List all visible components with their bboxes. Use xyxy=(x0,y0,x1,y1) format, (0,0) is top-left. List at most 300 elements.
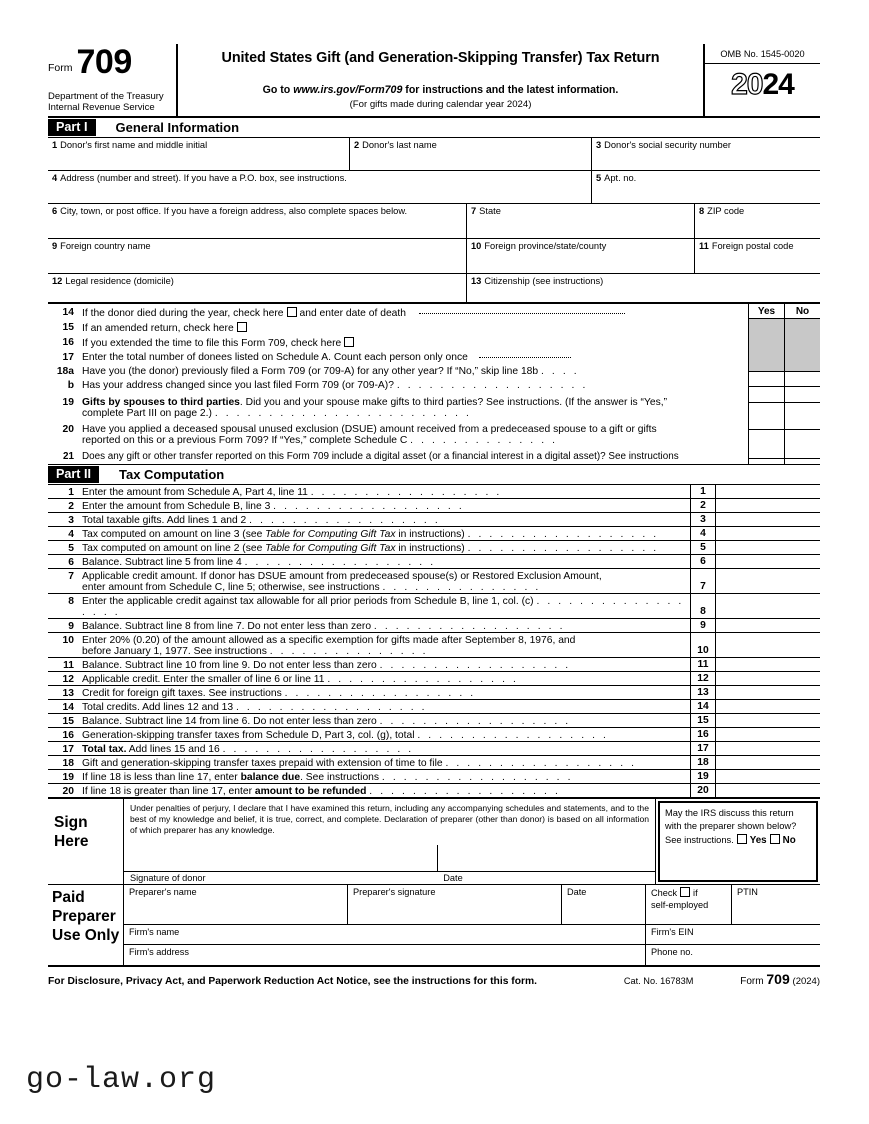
tax-line-17-amount-input[interactable] xyxy=(716,742,820,755)
penalties-declaration: Under penalties of perjury, I declare that I have examined this return, including any accompanying schedules and statements, and to the best of my knowledge and belief, it is true, correct, and complete. Declaration of preparer (other than donor) is based on all information of which preparer has any knowledge. xyxy=(130,802,649,836)
form-subtitle: (For gifts made during calendar year 2024) xyxy=(349,99,532,110)
footer-form-num: 709 xyxy=(766,970,790,987)
tax-line-row-9 xyxy=(48,618,820,632)
checkbox-self-employed[interactable] xyxy=(680,887,690,897)
checkbox-irs-discuss-no[interactable] xyxy=(770,834,780,844)
goto-prefix: Go to xyxy=(262,84,294,96)
tax-line-12-box-number: 12 xyxy=(690,672,716,685)
field-city[interactable] xyxy=(48,204,467,238)
question-17-text xyxy=(82,352,748,363)
field-3-label: Donor's social security number xyxy=(604,139,731,150)
question-16-text-a: If you extended the time to file this Form 709, check here xyxy=(82,337,342,349)
no-cell-19[interactable] xyxy=(785,403,820,429)
questions-block xyxy=(48,302,820,464)
tax-line-5-text: Tax computed on amount on line 2 (see Table for Computing Gift Tax in instructions) . . . . . . . . . . . . . . . . . . xyxy=(82,542,659,554)
field-8-number: 8 xyxy=(699,205,705,216)
field-6-number: 6 xyxy=(52,205,58,216)
irs-discuss-line-2: with the preparer shown below? xyxy=(665,820,797,831)
yes-cell-18b[interactable] xyxy=(749,387,785,402)
question-row-21 xyxy=(48,446,748,464)
question-19-bold-lead: Gifts by spouses to third parties xyxy=(82,396,240,408)
footer-form-number xyxy=(740,971,820,987)
signature-area[interactable] xyxy=(124,837,655,871)
tax-line-16-number: 16 xyxy=(62,729,74,741)
tax-line-2-box-number: 2 xyxy=(690,499,716,512)
shaded-cell-no xyxy=(785,319,820,371)
part-1-name: General Information xyxy=(115,119,240,135)
question-14-text-a: If the donor died during the year, check here xyxy=(82,307,284,319)
tax-line-11-number: 11 xyxy=(63,659,74,671)
question-18b-number: b xyxy=(67,379,74,391)
tax-line-10-box-number: 10 xyxy=(690,633,716,657)
field-preparer-date[interactable] xyxy=(562,885,646,924)
part-2-name: Tax Computation xyxy=(119,466,225,482)
tax-line-19-text: If line 18 is less than line 17, enter balance due. See instructions . . . . . . . . . . . . . . . . . . xyxy=(82,771,574,783)
department-block xyxy=(48,91,176,114)
yes-no-header xyxy=(749,304,820,319)
tax-line-3-number: 3 xyxy=(68,514,74,526)
tax-line-15-number: 15 xyxy=(62,715,74,727)
no-cell-21[interactable] xyxy=(785,459,820,464)
tax-line-17-box-number: 17 xyxy=(690,742,716,755)
tax-line-6-box-number: 6 xyxy=(690,555,716,568)
tax-line-15-amount-input[interactable] xyxy=(716,714,820,727)
field-state[interactable] xyxy=(467,204,695,238)
omb-number: OMB No. 1545-0020 xyxy=(705,44,820,64)
leader-dots-18b: . . . . . . . . . . . . . . . . . . xyxy=(396,379,588,391)
preparer-label-line-3: Use Only xyxy=(52,926,120,944)
residence-citizenship-row xyxy=(48,274,820,302)
tax-line-6-amount-input[interactable] xyxy=(716,555,820,568)
tax-line-3-amount-input[interactable] xyxy=(716,513,820,526)
irs-discuss-line-3 xyxy=(665,834,811,848)
field-9-number: 9 xyxy=(52,240,58,251)
question-row-18a xyxy=(48,363,748,377)
tax-line-4-amount-input[interactable] xyxy=(716,527,820,540)
check-self-employed-post: if xyxy=(693,887,698,898)
question-15-text-a: If an amended return, check here xyxy=(82,322,234,334)
field-9-label: Foreign country name xyxy=(60,240,151,251)
tax-line-14-amount-input[interactable] xyxy=(716,700,820,713)
tax-line-row-6 xyxy=(48,554,820,568)
tax-line-row-1 xyxy=(48,485,820,498)
tax-line-row-11 xyxy=(48,657,820,671)
tax-line-9-number: 9 xyxy=(68,620,74,632)
field-foreign-country[interactable] xyxy=(48,239,467,273)
field-7-label: State xyxy=(479,205,501,216)
question-16-number: 16 xyxy=(62,336,74,348)
question-row-14 xyxy=(48,304,748,319)
tax-line-18-box-number: 18 xyxy=(690,756,716,769)
question-15-number: 15 xyxy=(62,321,74,333)
field-self-employed[interactable] xyxy=(646,885,732,924)
form-number: 709 xyxy=(76,43,132,81)
tax-line-20-box-number: 20 xyxy=(690,784,716,797)
preparer-name-label: Preparer's name xyxy=(129,886,197,897)
question-18b-text-a: Has your address changed since you last filed Form 709 (or 709-A)? xyxy=(82,379,394,391)
field-12-number: 12 xyxy=(52,275,63,286)
tax-line-13-amount-input[interactable] xyxy=(716,686,820,699)
irs-discuss-no-label: No xyxy=(782,835,796,847)
preparer-row-2 xyxy=(124,925,820,945)
tax-line-14-box-number: 14 xyxy=(690,700,716,713)
tax-line-5-amount-input[interactable] xyxy=(716,541,820,554)
tax-line-row-3 xyxy=(48,512,820,526)
watermark: go-law.org xyxy=(26,1063,217,1097)
paid-preparer-block xyxy=(48,885,820,967)
signature-date-label: Date xyxy=(443,872,463,883)
field-2-number: 2 xyxy=(354,139,360,150)
tax-line-11-box-number: 11 xyxy=(690,658,716,671)
tax-line-row-10 xyxy=(48,632,820,657)
question-row-18b xyxy=(48,377,748,393)
signature-of-donor-label: Signature of donor xyxy=(130,872,206,883)
question-21-text: Does any gift or other transfer reported on this Form 709 include a digital asset (or a financial interest in a digital asset)? See instructions xyxy=(82,450,679,462)
sign-middle-block xyxy=(124,799,656,884)
field-2-label: Donor's last name xyxy=(362,139,437,150)
tax-line-3-box-number: 3 xyxy=(690,513,716,526)
field-donor-ssn[interactable] xyxy=(592,138,820,170)
tax-line-row-19 xyxy=(48,769,820,783)
paid-preparer-label xyxy=(48,885,124,965)
field-13-label: Citizenship (see instructions) xyxy=(484,275,604,286)
part-2-header xyxy=(48,464,820,485)
form-label: Form xyxy=(48,61,73,74)
question-18a-text-a: Have you (the donor) previously filed a Form 709 (or 709-A) for any other year? If “No,” skip line 18b xyxy=(82,365,539,377)
tax-line-8-text: Enter the applicable credit against tax allowable for all prior periods from Schedule B, line 1, col. (c) . . . . . . . . . . . . . . . . . . xyxy=(82,595,684,618)
yes-no-row-18b xyxy=(749,387,820,403)
form-footer xyxy=(48,967,820,987)
field-apt-no[interactable] xyxy=(592,171,820,203)
yes-no-column xyxy=(748,304,820,464)
disclosure-notice: For Disclosure, Privacy Act, and Paperwork Reduction Act Notice, see the instructions for this form. xyxy=(48,975,538,987)
firm-name-label: Firm's name xyxy=(129,926,180,937)
field-firm-address[interactable] xyxy=(124,945,646,965)
footer-form-year: (2024) xyxy=(792,975,820,987)
field-5-number: 5 xyxy=(596,172,602,183)
tax-line-4-text: Tax computed on amount on line 3 (see Table for Computing Gift Tax in instructions) . . . . . . . . . . . . . . . . . . xyxy=(82,528,659,540)
tax-line-10-text: Enter 20% (0.20) of the amount allowed as a specific exemption for gifts made after September 8, 1976, and before January 1, 1977. See instructions . . . . . . . . . . . . . . . xyxy=(82,634,576,657)
yes-cell-20[interactable] xyxy=(749,430,785,458)
field-legal-residence[interactable] xyxy=(48,274,467,302)
shaded-cell-yes xyxy=(749,319,785,371)
preparer-fields xyxy=(124,885,820,965)
irs-discuss-yes-label: Yes xyxy=(749,835,767,847)
question-18a-text xyxy=(82,366,748,377)
tax-line-9-box-number: 9 xyxy=(690,619,716,632)
tax-line-row-2 xyxy=(48,498,820,512)
tax-line-17-number: 17 xyxy=(62,743,74,755)
check-self-employed-pre: Check xyxy=(651,887,678,898)
tax-line-row-18 xyxy=(48,755,820,769)
yes-cell-18a[interactable] xyxy=(749,372,785,386)
tax-line-4-box-number: 4 xyxy=(690,527,716,540)
field-10-label: Foreign province/state/county xyxy=(484,240,607,251)
yes-header-label: Yes xyxy=(749,304,785,318)
tax-line-2-number: 2 xyxy=(68,500,74,512)
tax-line-15-text: Balance. Subtract line 14 from line 6. Do not enter less than zero . . . . . . . . . . . . . . . . . . xyxy=(82,715,571,727)
tax-line-row-16 xyxy=(48,727,820,741)
question-17-text-a: Enter the total number of donees listed on Schedule A. Count each person only once xyxy=(82,351,468,363)
number-of-donees-input[interactable] xyxy=(479,357,571,358)
field-preparer-signature[interactable] xyxy=(348,885,562,924)
field-1-label: Donor's first name and middle initial xyxy=(60,139,208,150)
header-right-block xyxy=(705,44,820,116)
sign-label-line-2: Here xyxy=(54,833,89,851)
preparer-signature-label: Preparer's signature xyxy=(353,886,436,897)
field-foreign-province[interactable] xyxy=(467,239,695,273)
tax-line-17-text: Total tax. Add lines 15 and 16 . . . . . . . . . . . . . . . . . . xyxy=(82,743,414,755)
field-citizenship[interactable] xyxy=(467,274,820,302)
form-header xyxy=(48,44,820,118)
tax-line-row-8 xyxy=(48,593,820,618)
tax-line-20-number: 20 xyxy=(62,785,74,797)
question-18a-number: 18a xyxy=(56,365,74,377)
field-4-number: 4 xyxy=(52,172,58,183)
question-21-number: 21 xyxy=(63,450,74,462)
tax-line-7-text: Applicable credit amount. If donor has DSUE amount from predeceased spouse(s) or Restored Exclusion Amount, enter amount from Schedule C, line 5; otherwise, see instructions . . . . . . . . . . . . . . . xyxy=(82,570,602,593)
question-19-text xyxy=(82,397,748,419)
question-16-text xyxy=(82,337,748,349)
tax-line-8-amount-input[interactable] xyxy=(716,594,820,618)
question-row-20 xyxy=(48,419,748,446)
question-19-text-a: . Did you and your spouse make gifts to third parties? See instructions. (If the answer is “Yes,” xyxy=(239,396,668,408)
sign-label-line-1: Sign xyxy=(54,813,88,831)
sign-here-label xyxy=(48,799,124,884)
form-709-page xyxy=(48,44,820,987)
field-firm-name[interactable] xyxy=(124,925,646,944)
goto-url[interactable]: www.irs.gov/Form709 xyxy=(293,84,403,96)
question-15-text xyxy=(82,322,748,334)
tax-line-1-box-number: 1 xyxy=(690,485,716,498)
donor-name-row xyxy=(48,138,820,171)
yes-no-shaded-block xyxy=(749,319,820,372)
tax-line-13-text: Credit for foreign gift taxes. See instructions . . . . . . . . . . . . . . . . . . xyxy=(82,687,476,699)
tax-line-18-amount-input[interactable] xyxy=(716,756,820,769)
question-17-number: 17 xyxy=(62,351,74,363)
year-suffix: 24 xyxy=(762,68,794,101)
field-5-label: Apt. no. xyxy=(604,172,637,183)
year-century: 20 xyxy=(731,68,763,101)
question-19-line-2: complete Part III on page 2.) xyxy=(82,407,212,419)
leader-dots-19: . . . . . . . . . . . . . . . . . . . . . . . . xyxy=(214,407,472,419)
address-row xyxy=(48,171,820,204)
field-12-label: Legal residence (domicile) xyxy=(65,275,174,286)
tax-line-row-14 xyxy=(48,699,820,713)
tax-line-19-box-number: 19 xyxy=(690,770,716,783)
tax-line-2-text: Enter the amount from Schedule B, line 3 . . . . . . . . . . . . . . . . . . xyxy=(82,500,465,512)
no-cell-18b[interactable] xyxy=(785,387,820,402)
tax-line-1-text: Enter the amount from Schedule A, Part 4, line 11 . . . . . . . . . . . . . . . . . . xyxy=(82,486,502,498)
field-4-label: Address (number and street). If you have a P.O. box, see instructions. xyxy=(60,172,347,183)
field-donor-last-name[interactable] xyxy=(350,138,592,170)
checkbox-extended-time[interactable] xyxy=(344,337,354,347)
tax-line-1-number: 1 xyxy=(68,486,74,498)
tax-line-row-12 xyxy=(48,671,820,685)
tax-line-3-text: Total taxable gifts. Add lines 1 and 2 . . . . . . . . . . . . . . . . . . xyxy=(82,514,441,526)
tax-year xyxy=(705,64,820,100)
part-1-tag: Part I xyxy=(48,119,96,136)
field-ptin[interactable] xyxy=(732,885,820,924)
goto-suffix: for instructions and the latest information. xyxy=(402,84,619,96)
yes-no-row-19 xyxy=(749,403,820,430)
yes-no-row-21 xyxy=(749,459,820,464)
tax-line-row-20 xyxy=(48,783,820,797)
field-firm-ein[interactable] xyxy=(646,925,820,944)
tax-line-row-5 xyxy=(48,540,820,554)
signature-date-divider xyxy=(437,845,438,871)
checkbox-irs-discuss-yes[interactable] xyxy=(737,834,747,844)
yes-no-row-18a xyxy=(749,372,820,387)
tax-line-6-text: Balance. Subtract line 5 from line 4 . . . . . . . . . . . . . . . . . . xyxy=(82,556,436,568)
catalog-number: Cat. No. 16783M xyxy=(623,975,694,986)
field-8-label: ZIP code xyxy=(707,205,745,216)
tax-line-11-amount-input[interactable] xyxy=(716,658,820,671)
irs-discuss-line-1: May the IRS discuss this return xyxy=(665,807,794,818)
preparer-row-3 xyxy=(124,945,820,965)
field-phone-no[interactable] xyxy=(646,945,820,965)
tax-line-10-number: 10 xyxy=(62,634,74,646)
tax-line-row-4 xyxy=(48,526,820,540)
tax-line-18-number: 18 xyxy=(62,757,74,769)
question-row-15 xyxy=(48,319,748,334)
tax-line-19-amount-input[interactable] xyxy=(716,770,820,783)
tax-line-20-text: If line 18 is greater than line 17, enter amount to be refunded . . . . . . . . . . . . . . . . . . xyxy=(82,785,561,797)
tax-line-2-amount-input[interactable] xyxy=(716,499,820,512)
preparer-label-line-2: Preparer xyxy=(52,907,116,925)
tax-line-12-number: 12 xyxy=(62,673,74,685)
tax-line-20-amount-input[interactable] xyxy=(716,784,820,797)
field-6-label: City, town, or post office. If you have a foreign address, also complete spaces below. xyxy=(60,205,408,216)
preparer-label-line-1: Paid xyxy=(52,888,85,906)
no-header-label: No xyxy=(795,305,810,317)
question-row-17 xyxy=(48,349,748,363)
tax-line-13-number: 13 xyxy=(62,687,74,699)
department-line-1: Department of the Treasury xyxy=(48,90,164,102)
tax-line-18-text: Gift and generation-skipping transfer taxes prepaid with extension of time to file . . . . . . . . . . . . . . . . . . xyxy=(82,757,637,769)
question-14-text-b: and enter date of death xyxy=(299,307,406,319)
tax-line-14-number: 14 xyxy=(62,701,74,713)
phone-no-label: Phone no. xyxy=(651,946,693,957)
no-cell-20[interactable] xyxy=(785,430,820,458)
tax-line-8-number: 8 xyxy=(68,595,74,607)
question-20-text xyxy=(82,424,748,446)
tax-line-15-box-number: 15 xyxy=(690,714,716,727)
field-preparer-name[interactable] xyxy=(124,885,348,924)
irs-discuss-see-instructions: See instructions. xyxy=(665,835,734,846)
tax-line-row-17 xyxy=(48,741,820,755)
part-1-header xyxy=(48,118,820,138)
part-2-tag: Part II xyxy=(48,466,99,483)
question-row-19 xyxy=(48,393,748,419)
tax-line-10-amount-input[interactable] xyxy=(716,633,820,657)
leader-dots-20: . . . . . . . . . . . . . . xyxy=(410,434,558,446)
date-of-death-input[interactable] xyxy=(419,313,625,314)
question-20-line-2: reported on this or a previous Form 709? If “Yes,” complete Schedule C xyxy=(82,434,408,446)
header-center-block xyxy=(178,44,705,116)
yes-cell-21[interactable] xyxy=(749,459,785,464)
tax-line-6-number: 6 xyxy=(68,556,74,568)
field-11-number: 11 xyxy=(699,240,709,251)
field-3-number: 3 xyxy=(596,139,602,150)
no-cell-18a[interactable] xyxy=(785,372,820,386)
tax-line-5-number: 5 xyxy=(68,542,74,554)
tax-line-16-amount-input[interactable] xyxy=(716,728,820,741)
tax-line-12-text: Applicable credit. Enter the smaller of line 6 or line 11 . . . . . . . . . . . . . . . . . . xyxy=(82,673,519,685)
tax-line-7-amount-input[interactable] xyxy=(716,569,820,593)
header-left-block xyxy=(48,44,178,116)
checkbox-donor-died[interactable] xyxy=(287,307,297,317)
tax-line-12-amount-input[interactable] xyxy=(716,672,820,685)
tax-line-14-text: Total credits. Add lines 12 and 13 . . . . . . . . . . . . . . . . . . xyxy=(82,701,428,713)
preparer-row-1 xyxy=(124,885,820,925)
tax-line-1-amount-input[interactable] xyxy=(716,485,820,498)
sign-here-block xyxy=(48,797,820,885)
tax-line-19-number: 19 xyxy=(62,771,74,783)
questions-left-column xyxy=(48,304,748,464)
ptin-label: PTIN xyxy=(737,886,758,897)
firm-ein-label: Firm's EIN xyxy=(651,926,694,937)
tax-line-row-15 xyxy=(48,713,820,727)
department-line-2: Internal Revenue Service xyxy=(48,102,155,114)
tax-line-16-text: Generation-skipping transfer taxes from Schedule D, Part 3, col. (g), total . . . . . . . . . . . . . . . . . . xyxy=(82,729,609,741)
city-state-zip-row xyxy=(48,204,820,239)
preparer-date-label: Date xyxy=(567,886,587,897)
field-7-number: 7 xyxy=(471,205,477,216)
checkbox-amended-return[interactable] xyxy=(237,322,247,332)
signature-captions xyxy=(124,871,655,884)
field-address[interactable] xyxy=(48,171,592,203)
yes-cell-19[interactable] xyxy=(749,403,785,429)
leader-dots-18a: . . . . xyxy=(541,365,580,377)
question-14-number: 14 xyxy=(62,306,74,318)
question-14-text xyxy=(82,307,748,319)
tax-line-row-7 xyxy=(48,568,820,593)
tax-line-13-box-number: 13 xyxy=(690,686,716,699)
tax-line-7-box-number: 7 xyxy=(690,569,716,593)
field-zip-code[interactable] xyxy=(695,204,820,238)
goto-instructions xyxy=(184,84,697,96)
yes-no-row-20 xyxy=(749,430,820,459)
footer-form-word: Form xyxy=(740,975,764,987)
field-1-number: 1 xyxy=(52,139,58,150)
field-11-label: Foreign postal code xyxy=(711,240,794,251)
self-employed-label: self-employed xyxy=(651,899,709,910)
tax-line-8-box-number: 8 xyxy=(690,594,716,618)
tax-line-5-box-number: 5 xyxy=(690,541,716,554)
question-20-text-a: Have you applied a deceased spousal unused exclusion (DSUE) amount received from a predeceased spouse to a gift or gifts xyxy=(82,423,657,435)
firm-address-label: Firm's address xyxy=(129,946,189,957)
question-18b-text xyxy=(82,380,748,391)
field-13-number: 13 xyxy=(471,275,482,286)
tax-line-7-number: 7 xyxy=(68,570,74,582)
tax-line-row-13 xyxy=(48,685,820,699)
foreign-address-row xyxy=(48,239,820,274)
question-row-16 xyxy=(48,334,748,349)
tax-line-16-box-number: 16 xyxy=(690,728,716,741)
question-20-number: 20 xyxy=(62,423,74,435)
tax-computation-lines xyxy=(48,485,820,797)
tax-line-9-text: Balance. Subtract line 8 from line 7. Do not enter less than zero . . . . . . . . . . . . . . . . . . xyxy=(82,620,566,632)
field-donor-first-name[interactable] xyxy=(48,138,350,170)
field-foreign-postal[interactable] xyxy=(695,239,820,273)
field-10-number: 10 xyxy=(471,240,482,251)
tax-line-9-amount-input[interactable] xyxy=(716,619,820,632)
question-19-number: 19 xyxy=(62,396,74,408)
tax-line-4-number: 4 xyxy=(68,528,74,540)
irs-discuss-box xyxy=(658,801,818,882)
form-title: United States Gift (and Generation-Skipping Transfer) Tax Return xyxy=(221,50,660,66)
